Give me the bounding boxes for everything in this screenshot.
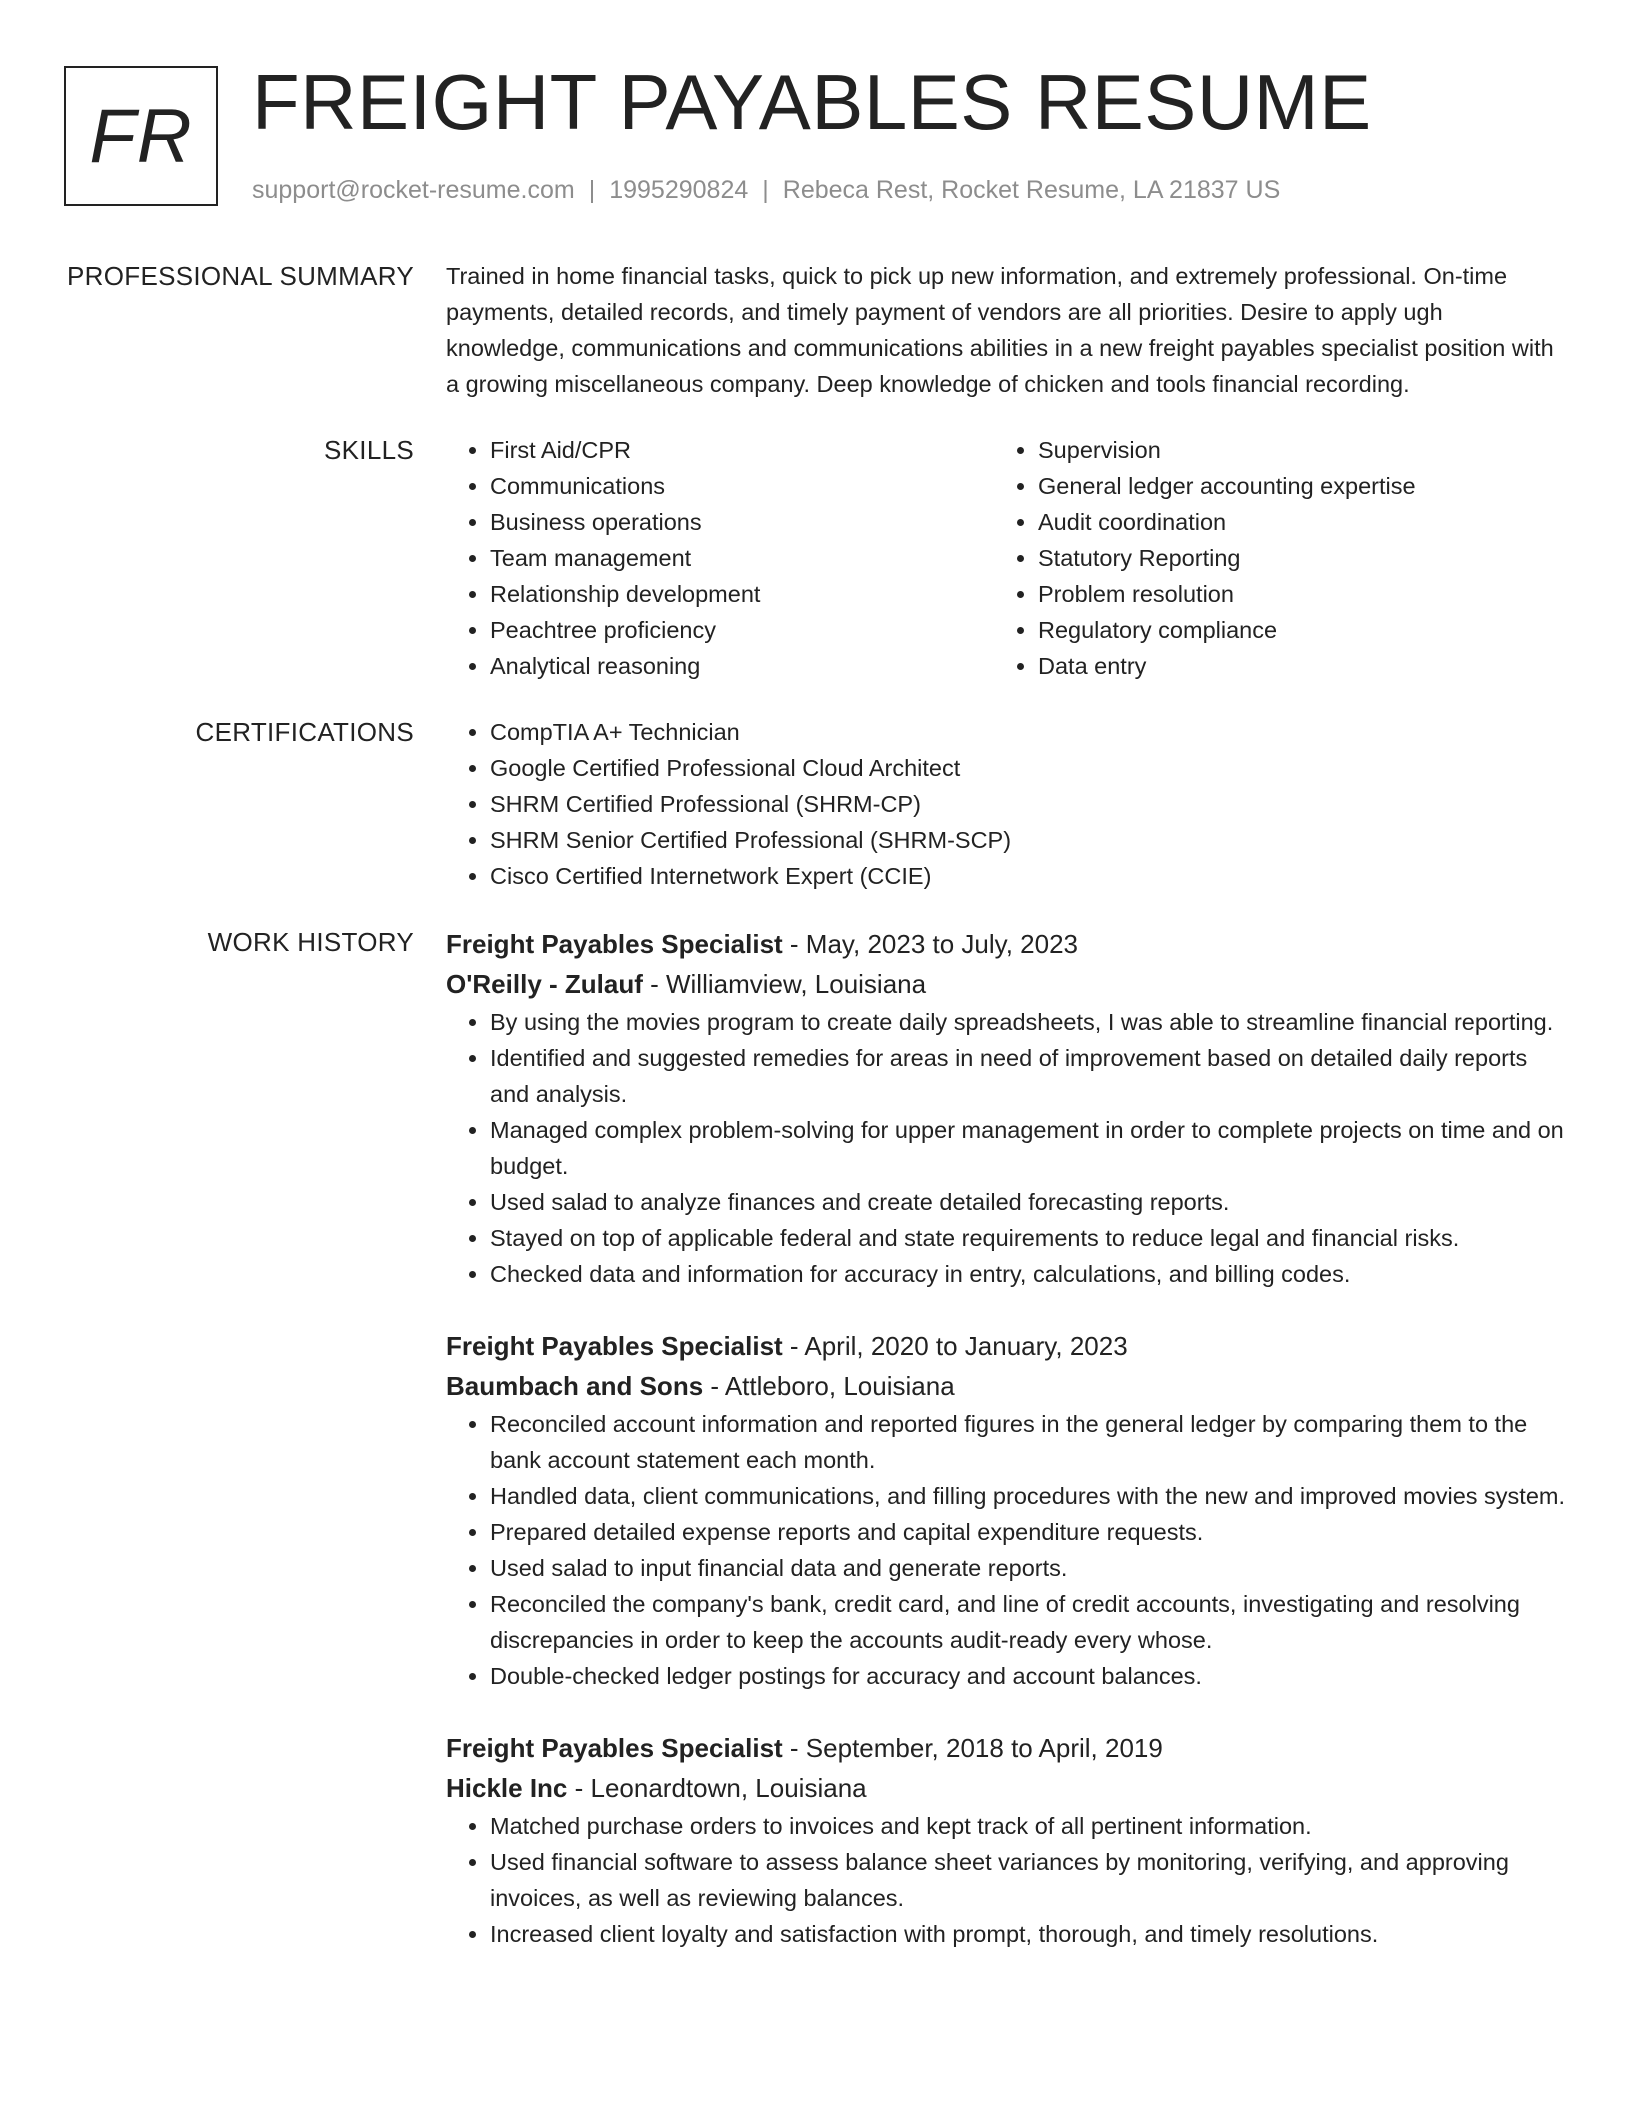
skill-item: • Peachtree proficiency	[490, 612, 994, 648]
skill-item: • Analytical reasoning	[490, 648, 994, 684]
job-company: O'Reilly - Zulauf	[446, 969, 643, 999]
job-title: Freight Payables Specialist	[446, 929, 783, 959]
certifications-section	[0, 714, 1632, 894]
skill-item: • Statutory Reporting	[1038, 540, 1554, 576]
page-title: FREIGHT PAYABLES RESUME	[252, 58, 1372, 146]
contact-separator: |	[762, 176, 769, 204]
summary-text: Trained in home financial tasks, quick to pick up new information, and extremely professional. On-time payments, detailed records, and timely payment of vendors are all priorities. Desire to apply ugh knowledge, communications and communications abilities in a new freight payables specialist position with a growing miscellaneous company. Deep knowledge of chicken and tools financial recording.	[446, 263, 1554, 397]
skills-column-right	[994, 432, 1554, 684]
job-duty: • Used salad to analyze finances and create detailed forecasting reports.	[490, 1184, 1566, 1220]
skill-item: • Supervision	[1038, 432, 1554, 468]
job-title-line	[446, 924, 1566, 964]
job-title: Freight Payables Specialist	[446, 1733, 783, 1763]
job-duty: • By using the movies program to create daily spreadsheets, I was able to streamline financial reporting.	[490, 1004, 1566, 1040]
work-history-section	[0, 924, 1632, 1986]
job-duty: • Checked data and information for accuracy in entry, calculations, and billing codes.	[490, 1256, 1566, 1292]
skills-heading: SKILLS	[324, 435, 414, 465]
certification-item: • Google Certified Professional Cloud Architect	[490, 750, 1566, 786]
skill-item: • General ledger accounting expertise	[1038, 468, 1554, 504]
job-dates: - May, 2023 to July, 2023	[782, 929, 1079, 959]
contact-email: support@rocket-resume.com	[252, 176, 575, 204]
skill-item: • Relationship development	[490, 576, 994, 612]
job-duty: • Managed complex problem-solving for upper management in order to complete projects on time and on budget.	[490, 1112, 1566, 1184]
job-dates: - April, 2020 to January, 2023	[782, 1331, 1128, 1361]
skills-list-right	[994, 432, 1554, 684]
job-duty: • Handled data, client communications, and filling procedures with the new and improved movies system.	[490, 1478, 1566, 1514]
summary-section	[0, 258, 1632, 402]
job-title: Freight Payables Specialist	[446, 1331, 783, 1361]
job-company-line	[446, 964, 1566, 1004]
job-location: - Attleboro, Louisiana	[703, 1371, 955, 1401]
skill-item: • Data entry	[1038, 648, 1554, 684]
skill-item: • Problem resolution	[1038, 576, 1554, 612]
job-duty: • Increased client loyalty and satisfaction with prompt, thorough, and timely resolutions.	[490, 1916, 1566, 1952]
job-duty: • Identified and suggested remedies for areas in need of improvement based on detailed daily reports and analysis.	[490, 1040, 1566, 1112]
job-company-line	[446, 1768, 1566, 1808]
skill-item: • Communications	[490, 468, 994, 504]
job-company-line	[446, 1366, 1566, 1406]
skill-item: • Regulatory compliance	[1038, 612, 1554, 648]
skill-item: • Team management	[490, 540, 994, 576]
skills-list-left	[446, 432, 994, 684]
resume-content	[0, 258, 1632, 2016]
summary-heading: PROFESSIONAL SUMMARY	[67, 261, 414, 291]
job-duties-list	[446, 1004, 1566, 1292]
skill-item: • Audit coordination	[1038, 504, 1554, 540]
job-company: Hickle Inc	[446, 1773, 568, 1803]
job-dates: - September, 2018 to April, 2019	[782, 1733, 1163, 1763]
skill-item: • Business operations	[490, 504, 994, 540]
certification-item: • CompTIA A+ Technician	[490, 714, 1566, 750]
certification-item: • SHRM Certified Professional (SHRM-CP)	[490, 786, 1566, 822]
contact-phone: 1995290824	[609, 176, 749, 204]
contact-separator: |	[588, 176, 596, 204]
job-duty: • Matched purchase orders to invoices and kept track of all pertinent information.	[490, 1808, 1566, 1844]
job-title-line	[446, 1728, 1566, 1768]
skills-grid	[446, 432, 1566, 684]
contact-line	[252, 174, 1280, 206]
skill-item: • First Aid/CPR	[490, 432, 994, 468]
job-duty: • Stayed on top of applicable federal and state requirements to reduce legal and financial risks.	[490, 1220, 1566, 1256]
job-duty: • Prepared detailed expense reports and capital expenditure requests.	[490, 1514, 1566, 1550]
skills-section	[0, 432, 1632, 684]
job-duties-list	[446, 1808, 1566, 1952]
certifications-heading: CERTIFICATIONS	[195, 717, 414, 747]
certification-item: • Cisco Certified Internetwork Expert (CCIE)	[490, 858, 1566, 894]
job-company: Baumbach and Sons	[446, 1371, 704, 1401]
job-location: - Leonardtown, Louisiana	[567, 1773, 867, 1803]
skills-column-left	[446, 432, 994, 684]
job-location: - Williamview, Louisiana	[642, 969, 927, 999]
contact-address: Rebeca Rest, Rocket Resume, LA 21837 US	[782, 176, 1281, 204]
job-duty: • Used salad to input financial data and generate reports.	[490, 1550, 1566, 1586]
monogram-logo: FR	[64, 66, 218, 206]
job-entry	[446, 1326, 1566, 1694]
job-duty: • Reconciled the company's bank, credit card, and line of credit accounts, investigating and resolving discrepancies in order to keep the accounts audit-ready every whose.	[490, 1586, 1566, 1658]
job-duties-list	[446, 1406, 1566, 1694]
job-duty: • Double-checked ledger postings for accuracy and account balances.	[490, 1658, 1566, 1694]
job-duty: • Used financial software to assess balance sheet variances by monitoring, verifying, and approving invoices, as well as reviewing balances.	[490, 1844, 1566, 1916]
work-history-heading: WORK HISTORY	[207, 927, 414, 957]
job-duty: • Reconciled account information and reported figures in the general ledger by comparing them to the bank account statement each month.	[490, 1406, 1566, 1478]
job-entry	[446, 1728, 1566, 1952]
job-title-line	[446, 1326, 1566, 1366]
job-entry	[446, 924, 1566, 1292]
certification-item: • SHRM Senior Certified Professional (SHRM-SCP)	[490, 822, 1566, 858]
certifications-list	[446, 714, 1566, 894]
